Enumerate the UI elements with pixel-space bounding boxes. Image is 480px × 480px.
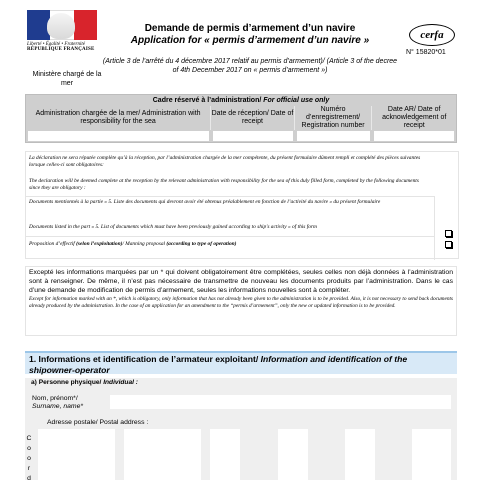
manning-proposal: Proposition d’effectif (selon l’exploitation)/ Manning proposal (according to type of operation) <box>26 236 434 248</box>
declaration-en: The declaration will be deemed complete at the reception by the relevant administration with responsibility for the sea of this duly filled form, completed by the following documents since they are obligatory : <box>29 178 419 192</box>
section-1-header: 1. Informations et identification de l’armateur exploitant/ Information and identification of the shipowner-operator <box>25 351 457 374</box>
official-use-columns <box>26 106 456 130</box>
admin-col-receipt-date: Date de réception/ Date of receipt <box>211 106 295 130</box>
coordinates-vertical-label: C o o r d <box>26 435 32 480</box>
ministry-label: Ministère chargé de la mer <box>32 71 102 87</box>
marianne-logo <box>27 10 97 52</box>
cerfa-logo: cerfa <box>409 24 455 46</box>
admin-col-registration-number: Numéro d’enregistrement/ Registration number <box>295 106 373 130</box>
address-field-1[interactable] <box>38 429 115 480</box>
republic-motto: Liberté • Égalité • Fraternité <box>27 42 85 47</box>
title-english: Application for « permis d’armement d’un navire » <box>130 35 370 46</box>
notice-english: Except for information marked with an *, which is obligatory, only information that has not already been given to the administration is to be provided. Also, it is not necessary to send back documents already produced by the administration. In the case of an application for an amendment to the “permis d’armement”, only the new or updated information is to be provided. <box>29 296 453 310</box>
title-french: Demande de permis d’armement d’un navire <box>144 23 356 34</box>
cerfa-number: N° 15820*01 <box>406 49 446 56</box>
address-field-3[interactable] <box>210 429 240 480</box>
address-field-5[interactable] <box>345 429 375 480</box>
admin-col-acknowledgement-date: Date AR/ Date of acknowledgement of receipt <box>382 106 447 129</box>
declaration-fr: La déclaration ne sera réputée complète qu’à la réception, par l’administration chargée de la mer compétente, du présent formulaire dûment rempli et complété des pièces suivantes lorsque celles-ci sont obligatoires: <box>29 155 421 169</box>
completion-notice <box>25 266 457 336</box>
address-field-6[interactable] <box>412 429 451 480</box>
receipt-date-field[interactable] <box>213 131 293 141</box>
decree-reference: (Article 3 de l’arrêté du 4 décembre 2017 relatif au permis d’armement)/ (Article 3 of the decree of 4th December 2017 on « permis d’armement ») <box>102 58 398 74</box>
name-label: Nom, prénom*/ Surname, name* <box>32 395 84 410</box>
individual-subheader: a) Personne physique/ Individual : <box>25 378 457 389</box>
administration-field[interactable] <box>28 131 209 141</box>
postal-address-label: Adresse postale/ Postal address : <box>47 419 149 426</box>
documents-checkbox[interactable] <box>445 230 452 237</box>
notice-french: Excepté les informations marquées par un * qui doivent obligatoirement être complétées, seules celles non déjà données à l’administration sont à renseigner. De même, il n’est pas nécessaire de transmettre de nouveau les documents produits par l’administration. Dans le cas d’une demande de modification de permis d’armement, seules les informations nouvelles sont à compléter. <box>29 269 453 294</box>
documents-list-fr: Documents mentionnés à la partie « 5. Liste des documents qui devront avoir été obtenus préalablement en fonction de l’activité du navire » du présent formulaire <box>26 196 434 206</box>
documents-list-en: Documents listed in the part « 5. List of documents which must have been previously gained according to ship's activity » of this form <box>29 224 317 230</box>
official-use-box <box>25 94 457 143</box>
manning-checkbox[interactable] <box>445 241 452 248</box>
registration-number-field[interactable] <box>297 131 371 141</box>
french-flag-icon <box>27 10 97 40</box>
acknowledgement-date-field[interactable] <box>374 131 454 141</box>
address-field-2[interactable] <box>124 429 201 480</box>
republic-name: RÉPUBLIQUE FRANÇAISE <box>27 47 95 52</box>
form-title <box>100 23 400 47</box>
required-documents-box <box>25 151 459 259</box>
surname-name-input[interactable] <box>110 395 451 409</box>
official-use-heading: Cadre réservé à l’administration/ For official use only <box>152 97 330 104</box>
admin-col-administration: Administration chargée de la mer/ Administration with responsibility for the sea <box>26 106 211 130</box>
address-field-4[interactable] <box>278 429 308 480</box>
